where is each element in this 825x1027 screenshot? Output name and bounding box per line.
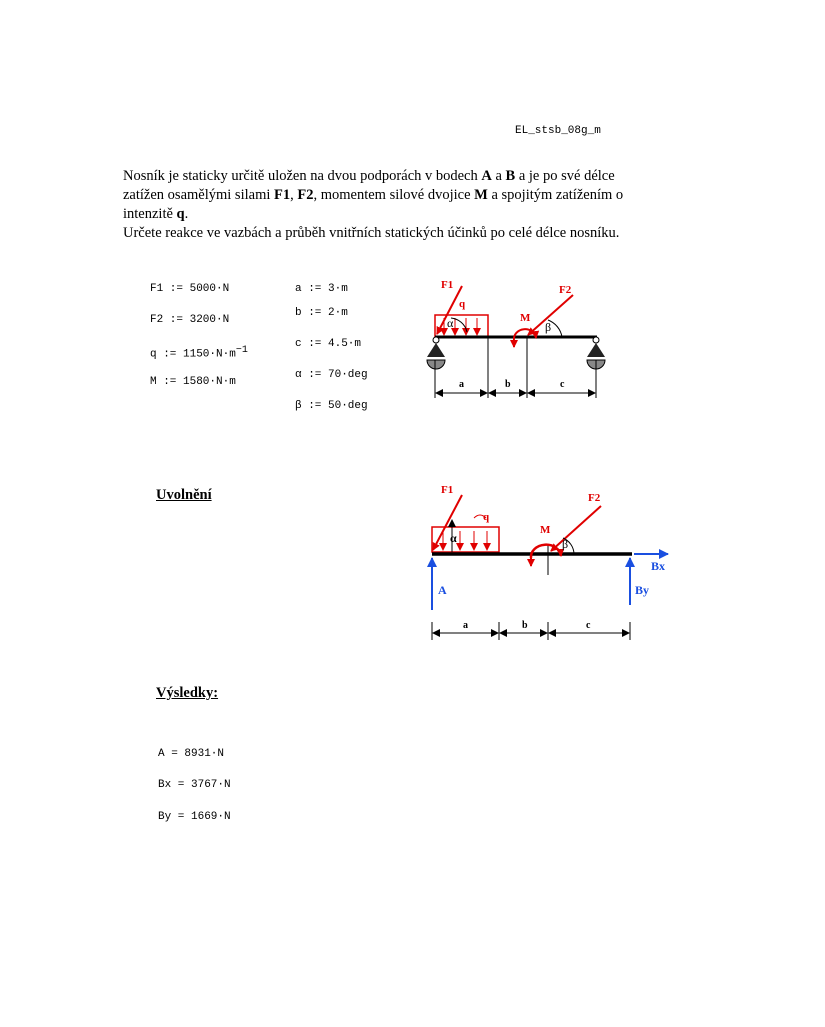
d2-dim-b: b xyxy=(522,620,528,631)
d2-label-f2: F2 xyxy=(588,492,601,504)
given-f1: F1 := 5000·N xyxy=(150,283,230,295)
given-m: M := 1580·N·m xyxy=(150,376,236,388)
d1-label-f1: F1 xyxy=(441,279,454,291)
d2-label-q: q xyxy=(483,511,490,523)
d2-label-alpha: α xyxy=(450,531,457,545)
result-by: By = 1669·N xyxy=(158,811,231,823)
d2-label-beta: β xyxy=(562,537,569,551)
release-heading: Uvolnění xyxy=(156,487,212,503)
d2-label-m: M xyxy=(540,524,551,536)
d1-label-m: M xyxy=(520,312,531,324)
given-beta: β := 50·deg xyxy=(295,400,368,412)
given-alpha: α := 70·deg xyxy=(295,369,368,381)
d2-label-a: A xyxy=(438,583,447,597)
beam-diagram-loaded xyxy=(427,279,605,398)
result-bx: Bx = 3767·N xyxy=(158,779,231,791)
d1-label-q: q xyxy=(459,298,466,310)
results-heading: Výsledky: xyxy=(156,685,219,701)
d1-dim-a: a xyxy=(459,379,464,390)
d1-label-alpha: α xyxy=(447,316,454,330)
d2-label-by: By xyxy=(635,583,650,597)
given-c: c := 4.5·m xyxy=(295,338,362,350)
given-b: b := 2·m xyxy=(295,307,348,319)
d1-dim-c: c xyxy=(560,379,565,390)
d2-dim-c: c xyxy=(586,620,591,631)
d1-label-f2: F2 xyxy=(559,284,572,296)
given-a: a := 3·m xyxy=(295,283,348,295)
d1-dim-b: b xyxy=(505,379,511,390)
given-q: q := $1150\cdot N\cdot m^{-1}$ xyxy=(150,345,248,361)
result-a: A = 8931·N xyxy=(158,748,225,760)
d2-label-f1: F1 xyxy=(441,484,454,496)
beam-diagram-released xyxy=(432,484,668,640)
d1-label-beta: β xyxy=(545,320,552,334)
task-statement: Nosník je staticky určitě uložen na dvou podporách v bodech A a B a je po své délce zatížen osamělými silami F1, F2, momentem silové dvojice M a spojitým zatížením o intenzitě q. Určete reakce ve vazbách a průběh vnitřních statických účinků po celé délce nosníku. xyxy=(123,168,624,241)
d2-dim-a: a xyxy=(463,620,468,631)
d2-label-bx: Bx xyxy=(651,559,666,573)
given-f2: F2 := 3200·N xyxy=(150,314,230,326)
document-id: EL_stsb_08g_m xyxy=(515,125,601,137)
